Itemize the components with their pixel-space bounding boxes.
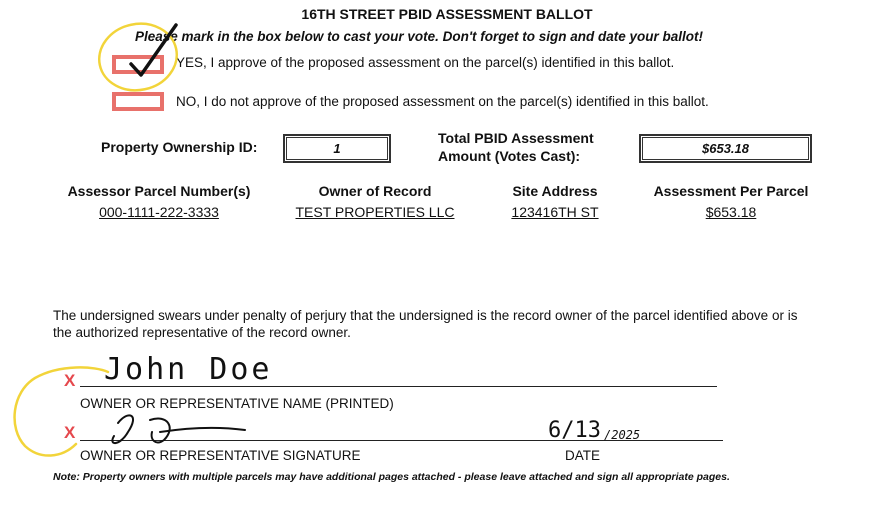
total-assessment-box: $653.18 <box>639 134 812 163</box>
name-x-marker: X <box>64 371 76 390</box>
date-year: /2025 <box>604 428 641 442</box>
apn-header: Assessor Parcel Number(s) <box>67 183 251 199</box>
ballot-title: 16TH STREET PBID ASSESSMENT BALLOT <box>301 6 593 22</box>
site-address-header: Site Address <box>512 183 598 199</box>
date-caption: DATE <box>565 448 601 463</box>
signature-x-marker: X <box>64 423 76 442</box>
date-handwritten: 6/13 <box>548 418 601 443</box>
ballot-instructions: Please mark in the box below to cast your vote. Don't forget to sign and date your ballot! <box>135 29 704 44</box>
signature-scribble-icon <box>112 415 245 443</box>
assessment-per-parcel-value: $653.18 <box>705 204 757 220</box>
footer-note: Note: Property owners with multiple parcels may have additional pages attached - please leave attached and sign all appropriate pages. <box>53 471 730 483</box>
owner-value: TEST PROPERTIES LLC <box>295 204 455 220</box>
signature-caption: OWNER OR REPRESENTATIVE SIGNATURE <box>80 448 361 463</box>
printed-name-line[interactable] <box>80 386 717 387</box>
ownership-id-box: 1 <box>283 134 391 163</box>
perjury-declaration: The undersigned swears under penalty of perjury that the undersigned is the record owner of the parcel identified above or is the authorized representative of the record owner. <box>53 308 798 340</box>
highlight-circle-signature <box>15 367 108 455</box>
yes-vote-checkbox[interactable] <box>112 55 164 74</box>
no-vote-checkbox[interactable] <box>112 92 164 111</box>
yes-option-label: YES, I approve of the proposed assessment on the parcel(s) identified in this ballot. <box>176 55 675 70</box>
owner-header: Owner of Record <box>318 183 432 199</box>
total-assessment-label-line2: Amount (Votes Cast): <box>438 148 581 164</box>
ownership-id-label: Property Ownership ID: <box>101 139 258 155</box>
no-option-label: NO, I do not approve of the proposed assessment on the parcel(s) identified in this ballot. <box>176 94 709 109</box>
apn-value: 000-1111-222-3333 <box>99 204 219 220</box>
site-address-value: 123416TH ST <box>511 204 599 220</box>
total-assessment-label-line1: Total PBID Assessment <box>438 130 594 146</box>
printed-name-handwriting: John Doe <box>104 352 273 387</box>
printed-name-caption: OWNER OR REPRESENTATIVE NAME (PRINTED) <box>80 396 394 411</box>
assessment-per-parcel-header: Assessment Per Parcel <box>653 183 809 199</box>
